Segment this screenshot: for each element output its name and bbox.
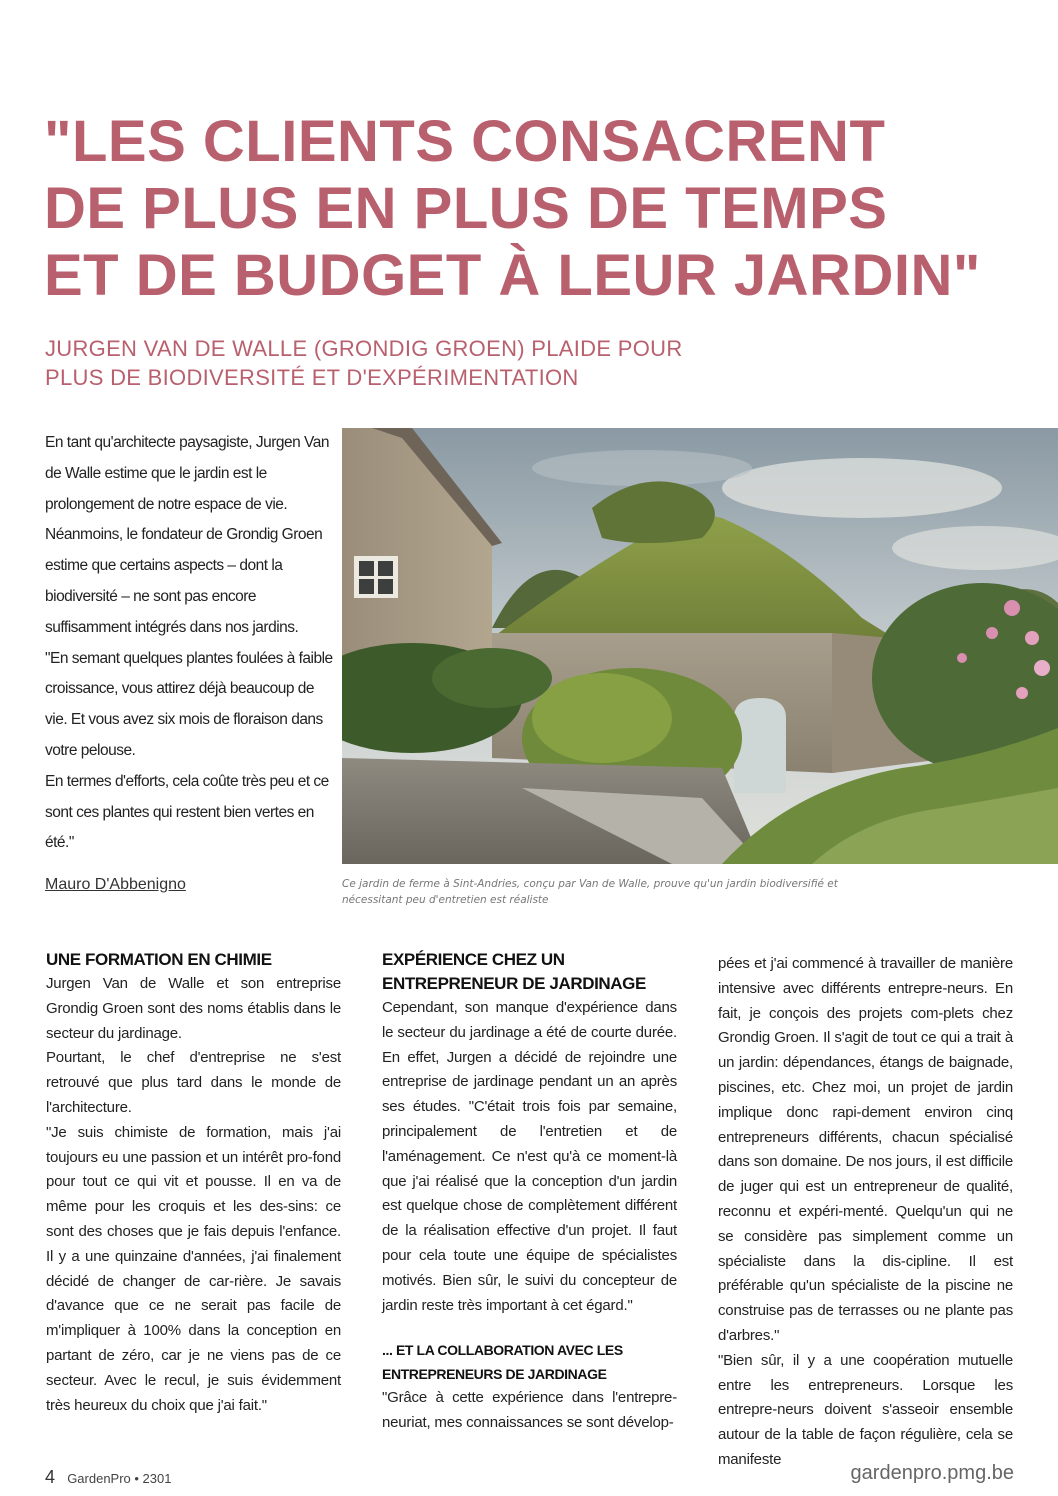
article-title — [44, 108, 1034, 309]
title-line: "LES CLIENTS CONSACRENT — [44, 109, 886, 174]
intro-paragraph: En tant qu'architecte paysagiste, Jurgen Van de Walle estime que le jardin est le prolongement de notre espace de vie. Néanmoins, le fondateur de Grondig Groen estime que certains aspects – dont la biodiversité – ne sont pas encore suffisamment intégrés dans nos jardins. — [45, 434, 329, 636]
page-footer-left — [45, 1467, 171, 1488]
body-paragraph: "Je suis chimiste de formation, mais j'ai toujours eu une passion et un intérêt pro-fond pour tout ce qui vit et pousse. Il en va de même pour les croquis et les des-sins: ce sont des choses que je fais depuis l'enfance. Il y a une quinzaine d'années, j'ai finalement décidé de changer de car-rière. Je savais d'avance que ce ne serait pas facile de m'impliquer à 100% dans la conception en partant de zéro, car je ne viens pas de ce secteur. Avec le recul, je suis évidemment très heureux du choix que j'ai fait." — [46, 1123, 341, 1414]
intro-paragraph: En termes d'efforts, cela coûte très peu et ce sont ces plantes qui restent bien vertes en été." — [45, 772, 329, 852]
intro-text — [45, 428, 335, 859]
subtitle-line: PLUS DE BIODIVERSITÉ ET D'EXPÉRIMENTATION — [45, 365, 579, 390]
section-heading: EXPÉRIENCE CHEZ UN ENTREPRENEUR DE JARDINAGE — [382, 950, 646, 993]
column-3 — [718, 952, 1013, 1473]
subtitle-line: JURGEN VAN DE WALLE (GRONDIG GROEN) PLAIDE POUR — [45, 336, 683, 361]
title-line: ET DE BUDGET À LEUR JARDIN" — [44, 243, 981, 308]
column-2 — [382, 948, 677, 1436]
author-link[interactable]: Mauro D'Abbenigno — [45, 876, 186, 893]
column-1 — [46, 948, 341, 1418]
body-paragraph: Cependant, son manque d'expérience dans le secteur du jardinage a été de courte durée. En effet, Jurgen a décidé de rejoindre une entreprise de jardinage pendant un an après ses études. "C'était trois fois par semaine, principalement de l'entretien et de l'aménagement. Ce n'est qu'à ce moment-là que j'ai réalisé que la conception d'un jardin est quelque chose de complètement différent de la réalisation effective d'un projet. Il faut pour cela toute une équipe de spécialistes motivés. Bien sûr, le suivi du concepteur de jardin reste très important à cet égard." — [382, 999, 677, 1314]
body-paragraph: "Bien sûr, il y a une coopération mutuelle entre les entrepreneurs. Lorsque les entrepre-neurs doivent s'asseoir ensemble autour de la table de façon régulière, cela se manifeste — [718, 1351, 1013, 1468]
section-heading: UNE FORMATION EN CHIMIE — [46, 950, 272, 969]
garden-photo — [342, 428, 1058, 864]
body-paragraph: "Grâce à cette expérience dans l'entrepre-neuriat, mes connaissances se sont dévelop- — [382, 1389, 677, 1432]
title-line: DE PLUS EN PLUS DE TEMPS — [44, 176, 888, 241]
body-paragraph: pées et j'ai commencé à travailler de manière intensive avec différents entrepre-neurs. En fait, je conçois des projets com-plets chez Grondig Groen. Il s'agit de tout ce qui a trait à un jardin: dépendances, étangs de baignade, piscines, etc. Chez moi, un projet de jardin implique donc rapi-dement environ cinq entrepreneurs différents, chacun spécialisé dans son domaine. De nos jours, il est difficile de juger qui est un entrepreneur de qualité, reconnu et expéri-menté. Quelqu'un qui ne se considère pas simplement comme un spécialiste dans la dis-cipline. Il est préférable qu'un spécialiste de la piscine ne construise pas de terrasses ou ne plante pas d'arbres." — [718, 955, 1013, 1344]
section-subheading: ... ET LA COLLABORATION AVEC LES ENTREPRENEURS DE JARDINAGE — [382, 1342, 623, 1383]
body-paragraph: Pourtant, le chef d'entreprise ne s'est retrouvé que plus tard dans le monde de l'architecture. — [46, 1049, 341, 1116]
publication-issue: GardenPro • 2301 — [67, 1471, 172, 1486]
body-paragraph: Jurgen Van de Walle et son entreprise Grondig Groen sont des noms établis dans le secteur du jardinage. — [46, 975, 341, 1042]
page-number: 4 — [45, 1467, 56, 1487]
photo-caption: Ce jardin de ferme à Sint-Andries, conçu par Van de Walle, prouve qu'un jardin biodiversifié et nécessitant peu d'entretien est réaliste — [342, 878, 838, 906]
intro-paragraph: "En semant quelques plantes foulées à faible croissance, vous attirez déjà beaucoup de vie. Et vous avez six mois de floraison dans votre pelouse. — [45, 649, 333, 759]
article-subtitle — [45, 334, 745, 392]
website-link[interactable]: gardenpro.pmg.be — [850, 1462, 1014, 1484]
